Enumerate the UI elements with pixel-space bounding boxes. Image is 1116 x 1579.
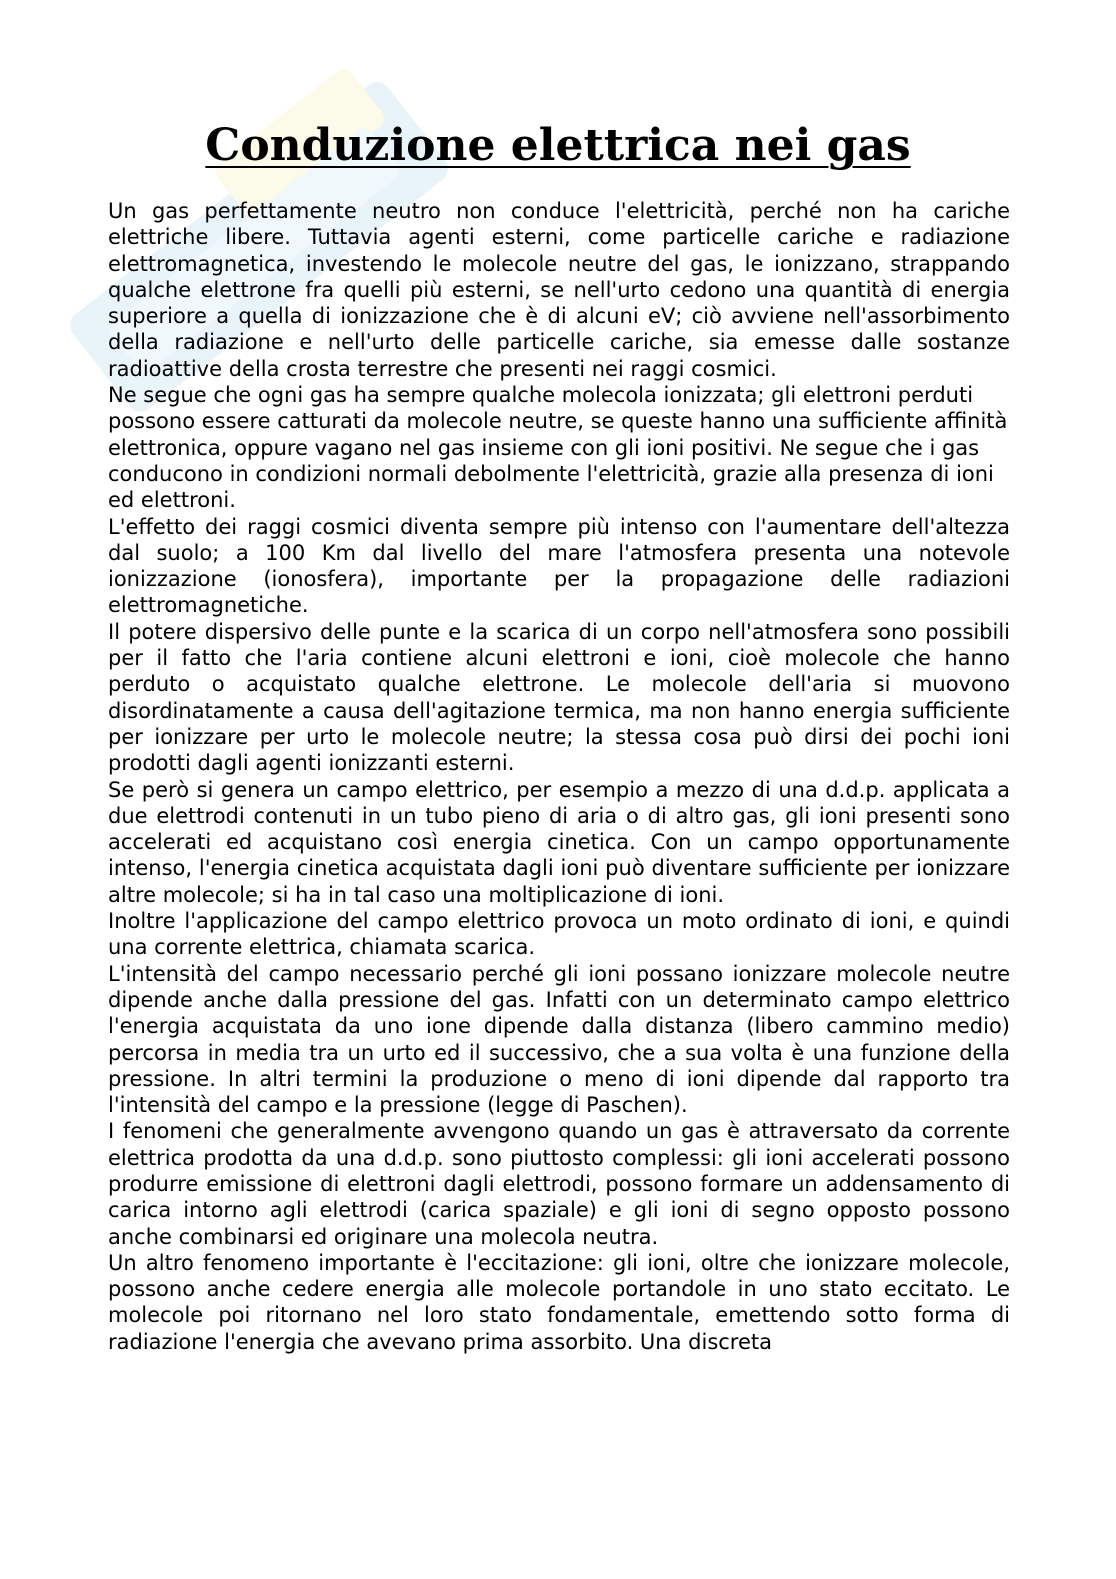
paragraph-5: Se però si genera un campo elettrico, per esempio a mezzo di una d.d.p. applicata a due elettrodi contenuti in un tubo pieno di aria o di altro gas, gli ioni presenti sono accelerati ed acquistano così energia cinetica. Con un campo opportunamente intenso, l'energia cinetica acquistata dagli ioni può diventare sufficiente per ionizzare altre molecole; si ha in tal caso una moltiplicazione di ioni. — [108, 777, 1010, 907]
document-body — [108, 198, 1010, 1355]
paragraph-6: Inoltre l'applicazione del campo elettrico provoca un moto ordinato di ioni, e quindi una corrente elettrica, chiamata scarica. — [108, 909, 1010, 960]
paragraph-8: I fenomeni che generalmente avvengono quando un gas è attraversato da corrente elettrica prodotta da una d.d.p. sono piuttosto complessi: gli ioni accelerati possono produrre emissione di elettroni dagli elettrodi, possono formare un addensamento di carica intorno agli elettrodi (carica spaziale) e gli ioni di segno opposto possono anche combinarsi ed originare una molecola neutra. — [108, 1119, 1010, 1249]
paragraph-9: Un altro fenomeno importante è l'eccitazione: gli ioni, oltre che ionizzare molecole, possono anche cedere energia alle molecole portandole in uno stato eccitato. Le molecole poi ritornano nel loro stato fondamentale, emettendo sotto forma di radiazione l'energia che avevano prima assorbito. Una discreta — [108, 1250, 1010, 1354]
page-title: Conduzione elettrica nei gas — [205, 120, 911, 171]
paragraph-1: Un gas perfettamente neutro non conduce l'elettricità, perché non ha cariche elettriche libere. Tuttavia agenti esterni, come particelle cariche e radiazione elettromagnetica, investendo le molecole neutre del gas, le ionizzano, strappando qualche elettrone fra quelli più esterni, se nell'urto cedono una quantità di energia superiore a quella di ionizzazione che è di alcuni eV; ciò avviene nell'assorbimento della radiazione e nell'urto delle particelle cariche, sia emesse dalle sostanze radioattive della crosta terrestre che presenti nei raggi cosmici. — [108, 199, 1010, 381]
paragraph-3: L'effetto dei raggi cosmici diventa sempre più intenso con l'aumentare dell'altezza dal suolo; a 100 Km dal livello del mare l'atmosfera presenta una notevole ionizzazione (ionosfera), importante per la propagazione delle radiazioni elettromagnetiche. — [108, 514, 1010, 618]
paragraph-4: Il potere dispersivo delle punte e la scarica di un corpo nell'atmosfera sono possibili per il fatto che l'aria contiene alcuni elettroni e ioni, cioè molecole che hanno perduto o acquistato qualche elettrone. Le molecole dell'aria si muovono disordinatamente a causa dell'agitazione termica, ma non hanno energia sufficiente per ionizzare per urto le molecole neutre; la stessa cosa può dirsi dei pochi ioni prodotti dagli agenti ionizzanti esterni. — [108, 619, 1010, 776]
paragraph-7: L'intensità del campo necessario perché gli ioni possano ionizzare molecole neutre dipende anche dalla pressione del gas. Infatti con un determinato campo elettrico l'energia acquistata da uno ione dipende dalla distanza (libero cammino medio) percorsa in media tra un urto ed il successivo, che a sua volta è una funzione della pressione. In altri termini la produzione o meno di ioni dipende dal rapporto tra l'intensità del campo e la pressione (legge di Paschen). — [108, 961, 1010, 1118]
paragraph-2: Ne segue che ogni gas ha sempre qualche molecola ionizzata; gli elettroni perduti possono essere catturati da molecole neutre, se queste hanno una sufficiente affinità elettronica, oppure vagano nel gas insieme con gli ioni positivi. Ne segue che i gas conducono in condizioni normali debolmente l'elettricità, grazie alla presenza di ioni ed elettroni. — [108, 383, 1008, 513]
